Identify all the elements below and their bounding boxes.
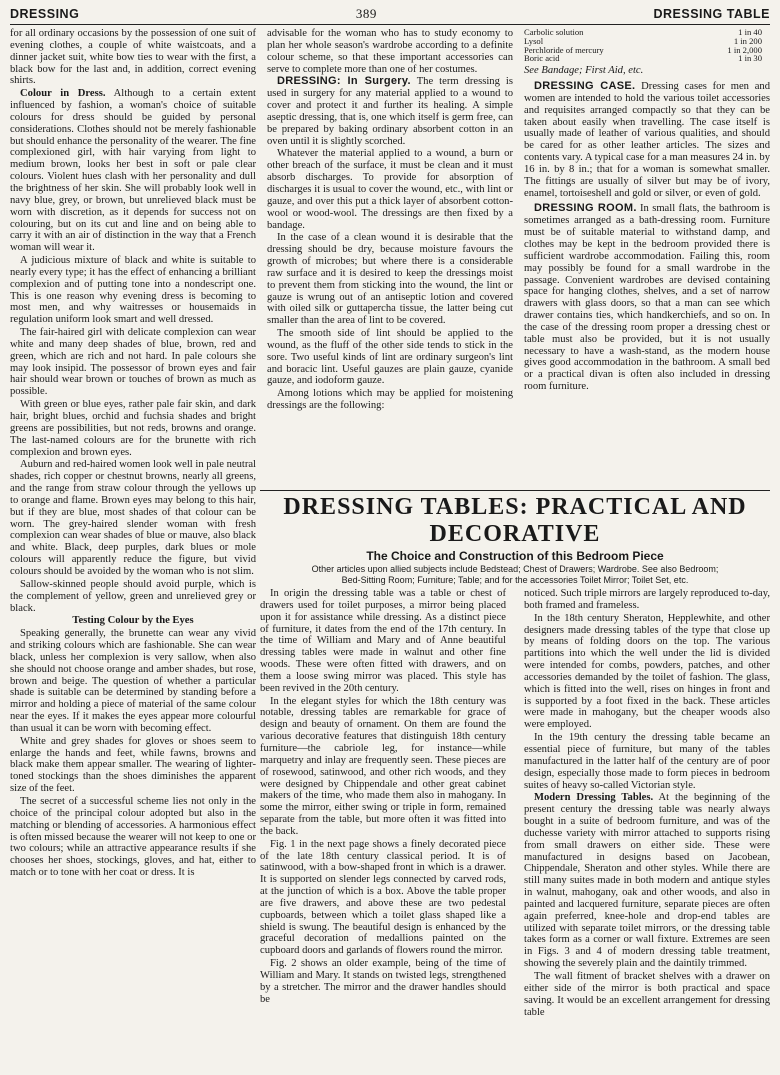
paragraph-text: Dressing cases for men and women are intended to hold the various toilet accessories and requisites arranged compactly so that they can be taken about easily when travelling. The case itself is usually made of leather of various qualities, and should be cared for as other leather articles. The sizes and contents vary. A typical case for a man measures 24 in. by 16 in. by 8 in.; that for a woman is somewhat smaller. The fittings are usually of silver but may be of ivory, enamel, tortoiseshell and gold or silver, or even of gold.	[524, 81, 770, 199]
lotion-row	[524, 54, 770, 63]
paragraph-text: In small flats, the bathroom is sometimes arranged as a bath-dressing room. Furniture must be of suitable material to withstand damp, and clothes may be kept in the bedroom provided there is sufficient wardrobe accommodation. Failing this, room may possibly be found for a small wardrobe in the passage. Convenient wardrobes are devised containing space for hanging clothes, shelves, and a set of narrow drawers with glass doors, so that a man can see which drawer contains ties, which handkerchiefs, and so on. In the case of the dressing room proper a dressing chest or table must also be provided, but it is not usually necessary to have a wash-stand, as the modern house gives good accommodation in the bathroom. A small bed or a practical divan is often also included in dressing room furniture.	[524, 203, 770, 393]
article-title: DRESSING TABLES: PRACTICAL AND DECORATIVE	[283, 494, 747, 547]
article-banner	[260, 490, 770, 586]
paragraph-text: Although to a certain extent influenced by fashion, a woman's choice of suitable colours for dress should be guided by personal considerations. Clothes should not be merely fashionable but should enhance the personality of the wearer. The fine complexioned girl, with hair varying from light to medium brown, looks her best in soft or pale clear colours. Violent hues clash with her personality and dull the brightness of her skin. She will probably look well in navy blue, grey, or brown, but unrelieved black must be worn with discretion, as it depends for success not on colouring, but on its cut and line and on being able to carry it with an air of distinction in the way that a French woman will wear it.	[10, 88, 256, 254]
paragraph: for all ordinary occasions by the possession of one suit of evening clothes, a couple of white waistcoats, and a dinner jacket suit, white bow ties to wear with the first, a black bow for the last and, in addition, correct evening shirts.	[10, 28, 256, 87]
header-left-word: DRESSING	[10, 7, 80, 21]
lotion-name: Lysol	[524, 35, 544, 46]
paragraph: advisable for the woman who has to study economy to plan her whole season's wardrobe according to a definite colour scheme, so that these important accessories can serve to complete more than one of her costumes.	[267, 28, 513, 75]
paragraph: Fig. 2 shows an older example, being of the time of William and Mary. It stands on twisted legs, strengthened by a stretcher. The mirror and the drawer handles should be	[260, 958, 506, 1005]
lotion-name: Carbolic solution	[524, 27, 584, 37]
modern-dressing-tables-heading: Modern Dressing Tables.	[534, 792, 654, 804]
cross-references-line-1: Other articles upon allied subjects include Bedstead; Chest of Drawers; Wardrobe. See also Bedroom;	[311, 564, 719, 574]
column-4	[260, 588, 506, 1018]
dressing-surgery-heading: DRESSING: In Surgery.	[277, 75, 411, 88]
lotions-table	[524, 28, 770, 63]
paragraph: Auburn and red-haired women look well in pale neutral shades, rich copper or chestnut browns, nearly all greens, and the range from straw colour through the yellows up to orange and flame. Brown eyes may belong to this hair, but if they are blue, most shades of that colour can be worn. The grey-haired slender woman with fresh complexion can wear shades of blue or mauve, also black and white. Black, deep purples, dark blues or mole colours will apparently reduce the figure, but vivid colours should be avoided by the woman who is not slim.	[10, 459, 256, 577]
paragraph: The fair-haired girl with delicate complexion can wear white and many deep shades of blue, brown, red and green, which are rich and not hard. In pale colours she may look insipid. The possessor of brown eyes and fair hair should wear brown or touches of brown as much as possible.	[10, 327, 256, 398]
paragraph: Among lotions which may be applied for moistening dressings are the following:	[267, 388, 513, 412]
paragraph	[524, 792, 770, 970]
paragraph	[524, 81, 770, 199]
paragraph	[267, 76, 513, 147]
lotion-name: Perchloride of mercury	[524, 44, 604, 55]
paragraph: In the elegant styles for which the 18th century was notable, dressing tables are remarkable for grace of design and beauty of ornament. On them are found the various decorative features that distinguish 18th century furniture—the cabriole leg, for instance—while marquetry and inlay are frequently seen. These pieces are of rosewood, satinwood, and other rich woods, and they were designed by Chippendale and other great cabinet makers of the time, who made them also in mahogany. In some the mirror, either swing or triple in form, remained separate from the table, but more often it was fitted into the back.	[260, 695, 506, 837]
paragraph: White and grey shades for gloves or shoes seem to enlarge the hands and feet, while fawns, browns and black make them appear smaller. The wearing of lighter-toned stockings than the shoes diminishes the apparent size of the feet.	[10, 735, 256, 795]
paragraph: In origin the dressing table was a table or chest of drawers used for toilet purposes, a mirror being placed upon it for assistance while dressing. As a distinct piece of furniture, it dates from the end of the 17th century. In the time of William and Mary and of Anne beautiful dressing tables were made in walnut and other fine woods. These were often fitted with drawers, and on them a loose swing mirror was placed. This style has been revived in the 20th century.	[260, 588, 506, 694]
dressing-tables-article	[260, 486, 770, 1018]
paragraph: Whatever the material applied to a wound, a burn or other breach of the surface, it must be clean and it must absorb discharges. To provide for absorption of discharges it is usual to cover the wound, etc., with lint or gauze, and over this put a thick layer of absorbent cotton-wool or wood-wool. The dressings are then fixed by a bandage.	[267, 148, 513, 231]
lotion-ratio: 1 in 40	[738, 27, 762, 37]
paragraph	[524, 203, 770, 393]
paragraph: The wall fitment of bracket shelves with a drawer on either side of the mirror is both practical and space saving. It would be an excellent arrangement for dressing table	[524, 971, 770, 1018]
paragraph: Fig. 1 in the next page shows a finely decorated piece of the late 18th century classical period. It is of satinwood, with a bow-shaped front in which is a drawer. It is supported on slender legs connected by carved rods, at the junction of which is a box. Above the table proper are five drawers, and above these are two pedestal cupboards, between which a toilet glass shaped like a shield is swung. The beautiful design is enhanced by the graceful decoration of medallions painted on the cupboard doors and garlands of flowers round the mirror.	[260, 838, 506, 957]
testing-colour-heading: Testing Colour by the Eyes	[72, 615, 194, 627]
see-also-note: See Bandage; First Aid, etc.	[524, 65, 644, 77]
running-header	[10, 6, 770, 22]
paragraph: Speaking generally, the brunette can wear any vivid and striking colours which are fashionable. She can wear black, unless her complexion is very sallow, when also she should not choose orange and amber shades, but rose, brown and beige. The question of whether a particular shade is suitable can be determined by standing before a mirror and holding a piece of material of the same colour near the eyes. If it makes the eyes appear more colourful than usual it can be worn with becoming effect.	[10, 628, 256, 734]
header-right-word: DRESSING TABLE	[653, 7, 770, 21]
lower-columns	[260, 588, 770, 1018]
paragraph: In the case of a clean wound it is desirable that the dressing should be dry, because moisture favours the growth of microbes; but where there is a considerable raw surface and it is desired to keep the dressings moist to prevent them from sticking into the wound, the lint or gauze is wrung out of an antiseptic lotion and covered with oiled silk or guttapercha tissue, the latter being cut smaller than the area of lint to be covered.	[267, 232, 513, 327]
paragraph: Sallow-skinned people should avoid purple, which is the complement of yellow, green and unrelieved grey or black.	[10, 578, 256, 614]
article-subtitle: The Choice and Construction of this Bedroom Piece	[366, 549, 664, 563]
colour-in-dress-heading: Colour in Dress.	[20, 88, 106, 100]
paragraph: The secret of a successful scheme lies not only in the choice of the principal colour adopted but also in the matching or blending of accessories. A harmonious effect is often missed because the wearer will not keep to one or two colours; while an attractive appearance results if she chooses her shoes, stockings, gloves, and hat, either to match or to tone with her coat or dress. It is	[10, 796, 256, 879]
page-number: 389	[355, 6, 377, 21]
lotion-ratio: 1 in 30	[738, 53, 762, 64]
paragraph: In the 19th century the dressing table became an essential piece of furniture, but many of the tables manufactured in the latter half of the century are of poor design, especially those made to form pieces in bedroom suites of heavy so-called Victorian style.	[524, 732, 770, 791]
lotion-ratio: 1 in 200	[733, 35, 762, 46]
lotion-name: Boric acid	[524, 53, 560, 64]
cross-references-line-2: Bed-Sitting Room; Furniture; Table; and for the accessories Toilet Mirror; Toilet Set, etc.	[341, 575, 689, 585]
paragraph: noticed. Such triple mirrors are largely reproduced to-day, both framed and frameless.	[524, 588, 770, 611]
paragraph-text: The term dressing is used in surgery for any material applied to a wound to cover and protect it and further its healing. A simple aseptic dressing, that is, one which itself is germ free, can be prepared by baking ordinary absorbent cotton in an oven until it is slightly scorched.	[267, 76, 513, 147]
dressing-room-heading: DRESSING ROOM.	[534, 202, 637, 215]
lotion-ratio: 1 in 2,000	[727, 44, 762, 55]
column-1	[10, 28, 256, 879]
paragraph	[10, 88, 256, 254]
paragraph: The smooth side of lint should be applied to the wound, as the fluff of the other side tends to stick in the sore. Two useful kinds of lint are ordinary surgeon's lint and boracic lint. Useful gauzes are plain gauze, cyanide gauze, and iodoform gauze.	[267, 328, 513, 387]
lotion-row	[524, 46, 770, 55]
paragraph: A judicious mixture of black and white is suitable to nearly every type; it has the effect of enhancing a brilliant complexion and of putting tone into a nondescript one. This is one reason why evening dress is becoming to most men, and why waitresses or housemaids in regulation uniform look smart and well dressed.	[10, 255, 256, 326]
column-5	[524, 588, 770, 1018]
paragraph: With green or blue eyes, rather pale fair skin, and dark hair, bright blues, orchid and fuchsia shades and bright greens are possibilities, but not reds, browns and orange. The last-named colours are for the brunette with rich complexion and brown eyes.	[10, 399, 256, 458]
paragraph: In the 18th century Sheraton, Hepplewhite, and other designers made dressing tables of the type that close up by means of folding doors on the top. The various partitions into which the well under the lid is divided were intended for combs, powders, patches, and other accessories demanded by the toilet of fashion. The glass, which is fitted into the well, rises on hinges in front and is supported by a foot fixed in the back. These articles were made in mahogany, but the cheaper woods also were employed.	[524, 612, 770, 731]
dressing-case-heading: DRESSING CASE.	[534, 80, 636, 93]
header-rule	[10, 24, 770, 25]
paragraph-text: At the beginning of the present century the dressing table was nearly always bought in a suite of bedroom furniture, and was of the duchesse variety with mirror attached to supports rising from small drawers on either side. These were manufactured in designs based on Jacobean, Chippendale, Sheraton and other styles. While there are still many suites made in both modern and antique styles in walnut, mahogany, oak and other woods, and also in painted and lacquered furniture, separate pieces are often again preferred, knee-hole and drop-end tables are utilized with separate toilet mirrors, or the dressing table takes form as a corner or wall fixture. Extremes are seen in Figs. 3 and 4 of modern dressing table treatment, showing the severely plain and the daintily trimmed.	[524, 792, 770, 970]
